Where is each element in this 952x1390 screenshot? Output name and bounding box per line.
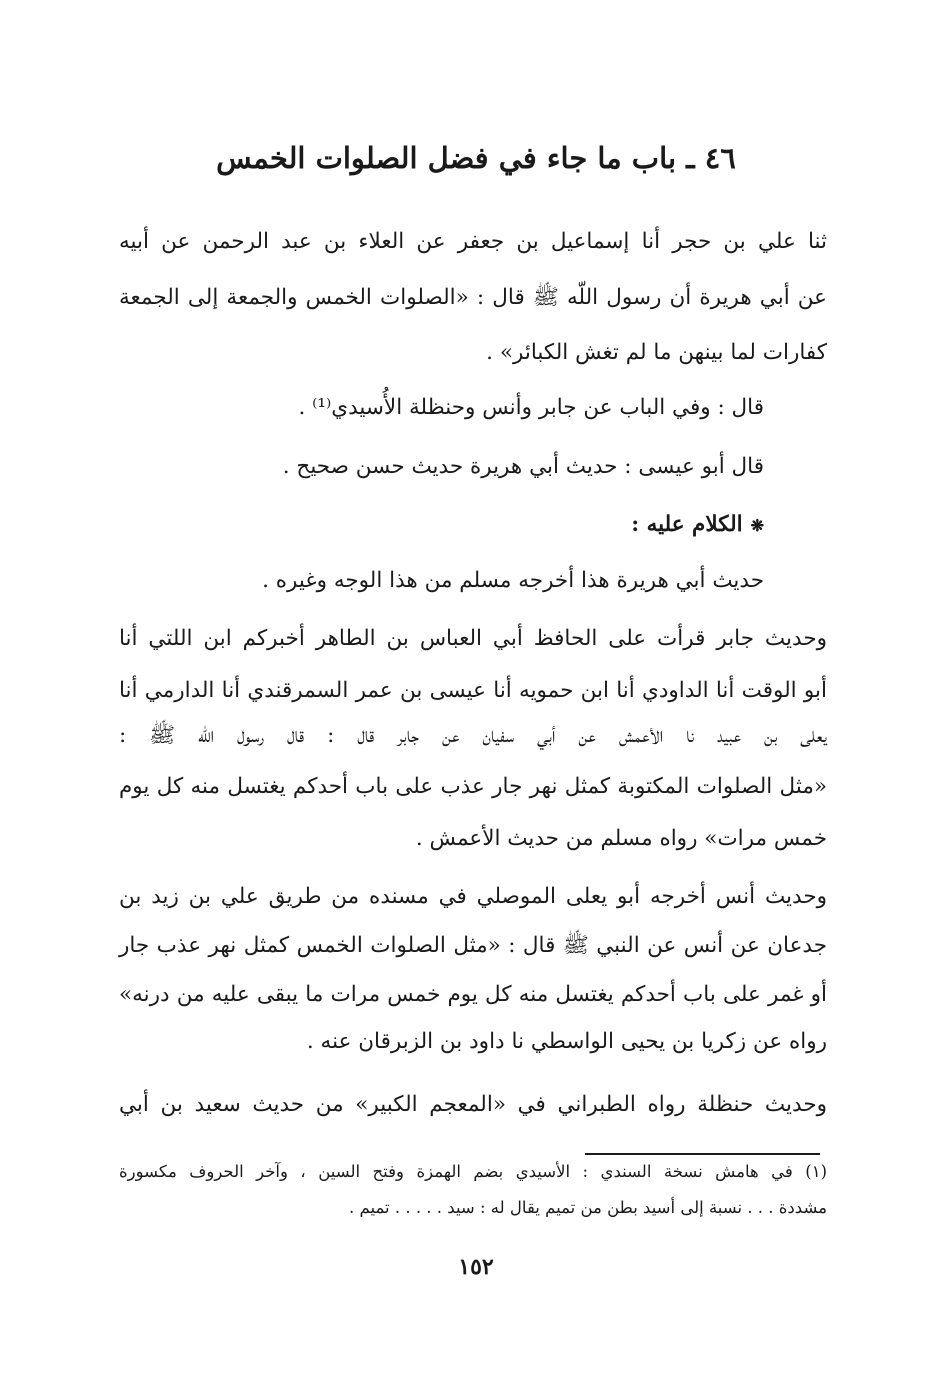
text-line: حديث أبي هريرة هذا أخرجه مسلم من هذا الوجه وغيره . <box>262 568 764 593</box>
section-heading-label: الكلام عليه : <box>631 512 743 537</box>
text-line: وحديث أنس أخرجه أبو يعلى الموصلي في مسنده من طريق علي بن زيد بن <box>119 884 827 909</box>
footnote-line: مشددة . . . نسبة إلى أسيد بطن من تميم يقال له : سيد . . . . . تميم . <box>349 1198 827 1217</box>
text-line: أو غمر على باب أحدكم يغتسل منه كل يوم خمس مرات ما يبقى عليه من درنه» <box>119 982 827 1007</box>
text-line: ثنا علي بن حجر أنا إسماعيل بن جعفر عن العلاء بن عبد الرحمن عن أبيه <box>119 229 827 254</box>
text-line: وحديث حنظلة رواه الطبراني في «المعجم الكبير» من حديث سعيد بن أبي <box>119 1092 827 1117</box>
text-line: قال : وفي الباب عن جابر وأنس وحنظلة الأُسيدي⁽¹⁾ . <box>298 395 764 420</box>
chapter-title: ٤٦ ـ باب ما جاء في فضل الصلوات الخمس <box>216 141 736 175</box>
text-line: رواه عن زكريا بن يحيى الواسطي نا داود بن الزبرقان عنه . <box>306 1029 827 1054</box>
section-heading <box>119 510 764 541</box>
star-icon: ❋ <box>750 516 764 535</box>
text-line: عن أبي هريرة أن رسول اللّه ﷺ قال : «الصلوات الخمس والجمعة إلى الجمعة <box>119 285 827 310</box>
text-line: أبو الوقت أنا الداودي أنا ابن حمويه أنا عيسى بن عمر السمرقندي أنا الدارمي أنا <box>119 678 827 703</box>
text-line: كفارات لما بينهن ما لم تغش الكبائر» . <box>486 340 827 365</box>
text-line: قال أبو عيسى : حديث أبي هريرة حديث حسن صحيح . <box>282 454 764 479</box>
page-number: ١٥٢ <box>458 1254 494 1280</box>
footnote-divider <box>585 1153 820 1155</box>
text-line: خمس مرات» رواه مسلم من حديث الأعمش . <box>415 826 827 851</box>
text-line: وحديث جابر قرأت على الحافظ أبي العباس بن الطاهر أخبركم ابن اللتي أنا <box>119 626 827 651</box>
footnote-line: (١) في هامش نسخة السندي : الأسيدي بضم الهمزة وفتح السين ، وآخر الحروف مكسورة <box>119 1162 827 1181</box>
text-line: «مثل الصلوات المكتوبة كمثل نهر جار عذب على باب أحدكم يغتسل منه كل يوم <box>119 774 827 799</box>
text-line: يعلى بن عبيد نا الأعمش عن أبي سفيان عن جابر قال : قال رسول اللّه ﷺ : <box>119 723 827 748</box>
text-line: جدعان عن أنس عن النبي ﷺ قال : «مثل الصلوات الخمس كمثل نهر عذب جار <box>119 933 827 958</box>
